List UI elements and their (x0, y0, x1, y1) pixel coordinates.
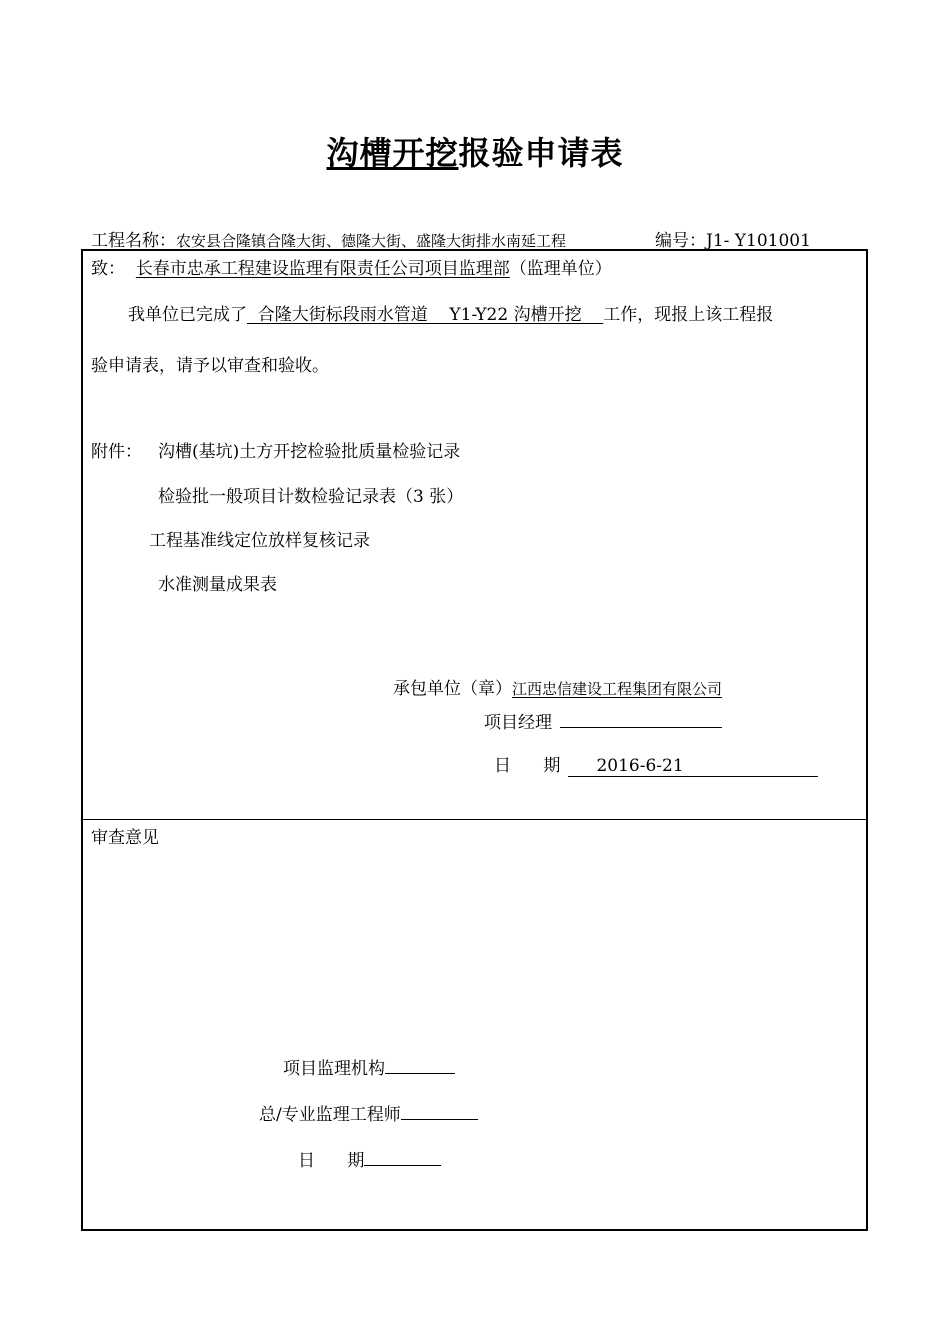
attachment-item: 工程基准线定位放样复核记录 (149, 531, 370, 551)
review-engineer-line (401, 1103, 478, 1120)
review-date-line (364, 1149, 441, 1166)
contractor-date-label: 日 期 (494, 756, 561, 776)
manager-signature-line (560, 711, 722, 728)
project-label: 工程名称： (91, 231, 176, 251)
review-engineer-label: 总/专业监理工程师 (259, 1105, 401, 1125)
title-rest: 报验申请表 (458, 134, 624, 172)
contractor-row (393, 674, 722, 699)
contractor-name: 江西忠信建设工程集团有限公司 (512, 680, 723, 698)
number-value: J1- Y101001 (706, 231, 811, 251)
addressee-row (91, 254, 612, 279)
manager-label: 项目经理 (484, 713, 552, 733)
attachments-label: 附件： (91, 442, 142, 462)
attachment-item: 沟槽(基坑)土方开挖检验批质量检验记录 (158, 442, 461, 462)
contractor-label: 承包单位（章） (393, 679, 512, 699)
review-org-line (385, 1057, 455, 1074)
manager-row (484, 708, 722, 733)
contractor-date-row (494, 751, 818, 777)
page-title (0, 128, 950, 174)
body-after: 工作，现报上该工程报 (603, 305, 774, 325)
body-intro: 我单位已完成了 (128, 305, 247, 325)
contractor-date-line (568, 756, 818, 777)
review-date-row (298, 1146, 441, 1171)
body-work: 合隆大街标段雨水管道 Y1-Y22 沟槽开挖 (247, 305, 604, 325)
review-label: 审查意见 (91, 828, 159, 848)
addressee-name: 长春市忠承工程建设监理有限责任公司项目监理部 (135, 259, 510, 279)
project-name: 农安县合隆镇合隆大街、德隆大街、盛隆大街排水南延工程 (176, 232, 567, 250)
contractor-date-value: 2016-6-21 (596, 756, 684, 776)
section-divider (81, 819, 866, 820)
review-date-label: 日 期 (298, 1151, 365, 1171)
body-line-1 (128, 300, 773, 325)
attachment-item: 水准测量成果表 (158, 575, 277, 595)
review-engineer-row (259, 1100, 478, 1125)
project-name-row (91, 226, 566, 251)
form-number (655, 226, 811, 251)
body-line-2: 验申请表，请予以审查和验收。 (91, 356, 329, 376)
number-label: 编号： (655, 231, 706, 251)
addressee-prefix: 致： (91, 259, 125, 279)
attachment-item: 检验批一般项目计数检验记录表（3 张） (158, 487, 464, 507)
form-table (81, 249, 868, 1231)
review-org-label: 项目监理机构 (283, 1059, 385, 1079)
addressee-suffix: （监理单位） (509, 259, 612, 279)
title-underlined: 沟槽开挖 (326, 134, 459, 172)
review-org-row (283, 1054, 455, 1079)
